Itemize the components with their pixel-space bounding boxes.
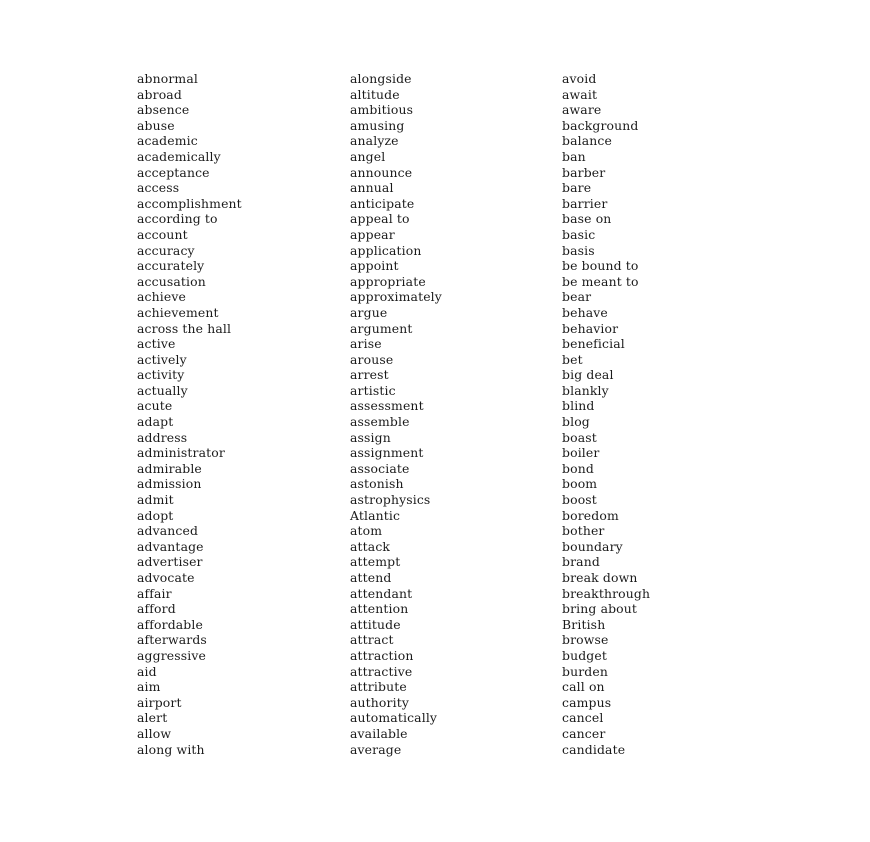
word-item: assessment bbox=[350, 398, 424, 414]
word-item: background bbox=[562, 117, 639, 133]
word-item: admirable bbox=[137, 460, 202, 476]
word-item: astonish bbox=[350, 476, 404, 492]
word-item: achieve bbox=[137, 289, 186, 305]
word-item: approximately bbox=[350, 289, 442, 305]
word-item: attempt bbox=[350, 554, 401, 570]
word-item: bring about bbox=[562, 601, 638, 617]
word-item: advertiser bbox=[137, 554, 203, 570]
word-item: airport bbox=[137, 694, 182, 710]
word-item: anticipate bbox=[350, 195, 415, 211]
word-item: arise bbox=[350, 336, 382, 352]
word-item: admit bbox=[137, 492, 174, 508]
word-item: arouse bbox=[350, 351, 394, 367]
word-item: ban bbox=[562, 148, 586, 164]
word-item: alert bbox=[137, 710, 168, 726]
word-item: boiler bbox=[562, 445, 600, 461]
word-item: await bbox=[562, 86, 598, 102]
word-item: announce bbox=[350, 164, 413, 180]
word-item: across the hall bbox=[137, 320, 232, 336]
word-column-1 bbox=[137, 71, 242, 757]
word-item: boundary bbox=[562, 538, 623, 554]
word-item: acute bbox=[137, 398, 173, 414]
word-item: advanced bbox=[137, 523, 199, 539]
word-item: alongside bbox=[350, 71, 412, 86]
word-item: blankly bbox=[562, 382, 609, 398]
word-item: Atlantic bbox=[350, 507, 401, 523]
word-item: basic bbox=[562, 226, 596, 242]
word-item: along with bbox=[137, 741, 205, 757]
word-item: assignment bbox=[350, 445, 424, 461]
word-item: advocate bbox=[137, 570, 195, 585]
word-item: astrophysics bbox=[350, 492, 431, 508]
word-item: boost bbox=[562, 492, 597, 508]
word-item: argument bbox=[350, 320, 413, 336]
word-item: achievement bbox=[137, 304, 219, 320]
word-item: call on bbox=[562, 679, 605, 695]
word-item: balance bbox=[562, 133, 612, 149]
word-item: associate bbox=[350, 460, 410, 476]
word-item: application bbox=[350, 242, 422, 258]
word-item: brand bbox=[562, 554, 600, 570]
word-item: abnormal bbox=[137, 71, 198, 86]
word-item: campus bbox=[562, 694, 612, 710]
word-item: attract bbox=[350, 632, 394, 648]
word-item: browse bbox=[562, 632, 609, 648]
word-item: average bbox=[350, 741, 402, 757]
word-item: annual bbox=[350, 180, 394, 196]
word-item: attend bbox=[350, 570, 392, 585]
word-item: atom bbox=[350, 523, 383, 539]
word-item: budget bbox=[562, 647, 607, 663]
word-item: boom bbox=[562, 476, 598, 492]
word-column-3 bbox=[562, 71, 650, 757]
word-item: breakthrough bbox=[562, 585, 651, 601]
word-item: acceptance bbox=[137, 164, 210, 180]
word-item: beneficial bbox=[562, 336, 625, 352]
word-item: basis bbox=[562, 242, 595, 258]
word-item: administrator bbox=[137, 445, 225, 461]
word-item: attention bbox=[350, 601, 409, 617]
word-item: assemble bbox=[350, 414, 410, 430]
word-item: British bbox=[562, 616, 606, 632]
word-item: attractive bbox=[350, 663, 413, 679]
word-item: adapt bbox=[137, 414, 174, 430]
word-item: advantage bbox=[137, 538, 204, 554]
word-item: academic bbox=[137, 133, 198, 149]
word-item: attribute bbox=[350, 679, 407, 695]
word-item: candidate bbox=[562, 741, 626, 757]
word-item: appeal to bbox=[350, 211, 410, 227]
word-item: automatically bbox=[350, 710, 438, 726]
word-item: ambitious bbox=[350, 102, 414, 118]
word-item: actively bbox=[137, 351, 187, 367]
word-item: active bbox=[137, 336, 176, 352]
word-item: angel bbox=[350, 148, 386, 164]
word-item: analyze bbox=[350, 133, 399, 149]
word-item: absence bbox=[137, 102, 190, 118]
word-item: abroad bbox=[137, 86, 182, 102]
word-item: barber bbox=[562, 164, 606, 180]
word-item: aggressive bbox=[137, 647, 207, 663]
word-item: aware bbox=[562, 102, 602, 118]
word-item: base on bbox=[562, 211, 612, 227]
word-item: affordable bbox=[137, 616, 203, 632]
word-item: avoid bbox=[562, 71, 597, 86]
word-item: allow bbox=[137, 725, 172, 741]
word-item: authority bbox=[350, 694, 410, 710]
word-item: blog bbox=[562, 414, 590, 430]
word-item: boredom bbox=[562, 507, 619, 523]
word-item: bear bbox=[562, 289, 592, 305]
word-item: burden bbox=[562, 663, 608, 679]
word-item: attitude bbox=[350, 616, 401, 632]
word-item: argue bbox=[350, 304, 388, 320]
word-item: altitude bbox=[350, 86, 400, 102]
word-item: attraction bbox=[350, 647, 414, 663]
word-item: accuracy bbox=[137, 242, 195, 258]
word-item: accusation bbox=[137, 273, 206, 289]
word-item: aid bbox=[137, 663, 157, 679]
word-item: boast bbox=[562, 429, 597, 445]
word-item: bet bbox=[562, 351, 583, 367]
word-item: accurately bbox=[137, 258, 205, 274]
word-column-2 bbox=[350, 71, 442, 757]
word-item: bare bbox=[562, 180, 592, 196]
word-item: break down bbox=[562, 570, 638, 585]
word-item: be meant to bbox=[562, 273, 639, 289]
word-item: be bound to bbox=[562, 258, 639, 274]
word-item: aim bbox=[137, 679, 161, 695]
word-item: activity bbox=[137, 367, 185, 383]
word-item: assign bbox=[350, 429, 391, 445]
word-item: appoint bbox=[350, 258, 399, 274]
word-item: cancel bbox=[562, 710, 604, 726]
word-item: bother bbox=[562, 523, 605, 539]
word-item: attendant bbox=[350, 585, 413, 601]
word-item: bond bbox=[562, 460, 594, 476]
word-item: attack bbox=[350, 538, 391, 554]
word-item: amusing bbox=[350, 117, 405, 133]
word-item: accomplishment bbox=[137, 195, 242, 211]
word-item: cancer bbox=[562, 725, 606, 741]
word-item: arrest bbox=[350, 367, 389, 383]
word-item: afterwards bbox=[137, 632, 207, 648]
word-item: big deal bbox=[562, 367, 614, 383]
word-item: afford bbox=[137, 601, 176, 617]
word-item: available bbox=[350, 725, 408, 741]
word-item: admission bbox=[137, 476, 202, 492]
word-item: affair bbox=[137, 585, 172, 601]
word-item: barrier bbox=[562, 195, 608, 211]
word-item: behavior bbox=[562, 320, 619, 336]
word-item: account bbox=[137, 226, 188, 242]
word-item: artistic bbox=[350, 382, 396, 398]
word-item: behave bbox=[562, 304, 608, 320]
word-item: appear bbox=[350, 226, 395, 242]
word-item: blind bbox=[562, 398, 595, 414]
word-item: address bbox=[137, 429, 188, 445]
word-item: adopt bbox=[137, 507, 174, 523]
word-item: academically bbox=[137, 148, 221, 164]
word-item: access bbox=[137, 180, 180, 196]
word-item: according to bbox=[137, 211, 218, 227]
word-item: appropriate bbox=[350, 273, 426, 289]
word-item: actually bbox=[137, 382, 188, 398]
word-item: abuse bbox=[137, 117, 175, 133]
